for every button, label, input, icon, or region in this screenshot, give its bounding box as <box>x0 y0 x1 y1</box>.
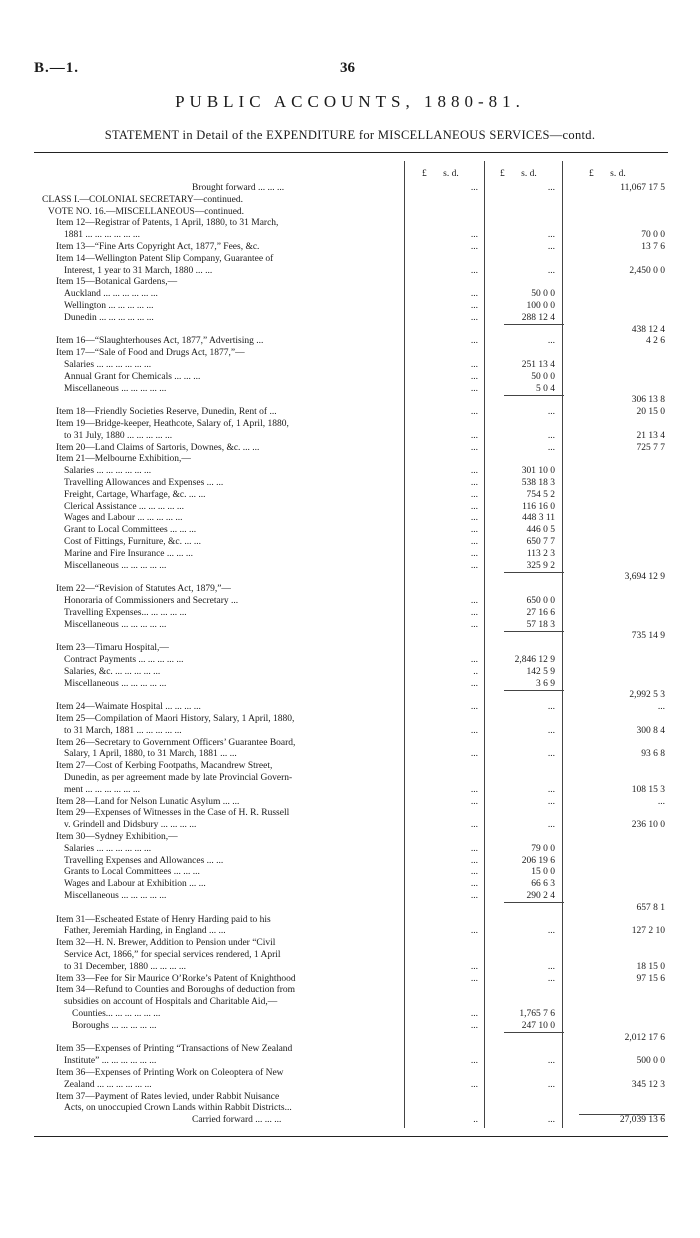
row-label: Item 13—“Fine Arts Copyright Act, 1877,” Fees, &c. <box>56 242 260 252</box>
amount-c1: ... <box>470 525 478 536</box>
amount-c1: ... <box>470 537 478 547</box>
row-label: Clerical Assistance ... ... ... ... ... <box>64 501 185 512</box>
table-row <box>34 608 668 618</box>
amount-c1: ... <box>470 336 478 347</box>
table-row <box>34 502 668 512</box>
amount-c1: ... <box>470 973 478 984</box>
table-row <box>34 384 668 394</box>
row-label: to 31 July, 1880 ... ... ... ... ... <box>64 430 173 441</box>
row-label: Item 35—Expenses of Printing “Transactions of New Zealand <box>56 1044 293 1055</box>
amount-c3: 438 12 4 <box>631 324 665 335</box>
amount-c1: ... <box>470 289 478 300</box>
table-row <box>34 1056 668 1066</box>
amount-c2: 301 10 0 <box>521 466 555 477</box>
amount-c1: ... <box>470 1020 478 1031</box>
col2-header <box>500 169 556 179</box>
row-label: Institute” ... ... ... ... ... ... <box>64 1056 157 1067</box>
amount-c1: ... <box>470 265 478 276</box>
amount-c2: 251 13 4 <box>521 360 555 370</box>
table-row <box>34 643 668 653</box>
table-row <box>34 749 668 759</box>
amount-c1: ... <box>470 513 478 524</box>
amount-c1: ... <box>470 312 478 323</box>
table-row <box>34 997 668 1007</box>
amount-c2: 3 6 9 <box>536 678 555 689</box>
amount-c3: 2,012 17 6 <box>624 1032 665 1043</box>
row-label: Item 20—Land Claims of Sartoris, Downes, &c. ... ... <box>56 442 260 453</box>
amount-c2: 538 18 3 <box>521 478 555 488</box>
table-row <box>34 242 668 252</box>
row-label: Item 32—H. N. Brewer, Addition to Pension under “Civil <box>56 938 276 949</box>
table-row <box>34 844 668 854</box>
amount-c2: 100 0 0 <box>526 301 555 311</box>
amount-c2: ... <box>547 784 555 795</box>
row-label: Wages and Labour ... ... ... ... ... <box>64 513 183 524</box>
amount-c1: ... <box>470 749 478 760</box>
table-row <box>34 702 668 712</box>
amount-c1: ... <box>470 442 478 453</box>
table-row <box>34 867 668 877</box>
amount-c1: ... <box>470 560 478 571</box>
table-row <box>34 454 668 464</box>
row-label: Annual Grant for Chemicals ... ... ... <box>64 371 201 382</box>
row-label: Item 15—Botanical Gardens,— <box>56 277 178 288</box>
amount-c1: ... <box>470 855 478 866</box>
table-row <box>34 277 668 287</box>
row-label: Honoraria of Commissioners and Secretary ... <box>64 596 239 606</box>
amount-c2: ... <box>547 702 555 713</box>
row-label: Salary, 1 April, 1880, to 31 March, 1881 ... ... <box>64 749 237 760</box>
amount-c2: 113 2 3 <box>526 548 555 559</box>
amount-c3: ... <box>657 702 665 713</box>
col3-header <box>589 169 665 179</box>
amount-c1: ... <box>470 501 478 512</box>
table-row <box>34 572 668 582</box>
amount-c2: ... <box>547 961 555 972</box>
table-row <box>34 301 668 311</box>
amount-c1: ... <box>470 548 478 559</box>
table-row <box>34 372 668 382</box>
amount-c2: 27 16 6 <box>526 607 555 618</box>
amount-c2: ... <box>547 407 555 418</box>
row-label: Dunedin, as per agreement made by late Provincial Govern- <box>64 773 293 783</box>
amount-c2: 446 0 5 <box>526 525 555 536</box>
document-code: B.—1. <box>34 60 80 76</box>
table-row <box>34 419 668 429</box>
amount-c1: ... <box>470 407 478 418</box>
amount-c3: 3,694 12 9 <box>624 572 665 583</box>
amount-c3: 70 0 0 <box>641 230 665 241</box>
row-label: Acts, on unoccupied Crown Lands within Rabbit Districts... <box>64 1103 292 1114</box>
amount-c2: ... <box>547 265 555 276</box>
row-label: Travelling Expenses... ... ... ... ... <box>64 607 187 618</box>
amount-c1: ... <box>470 183 478 193</box>
col3-sd: s. d. <box>610 169 626 179</box>
table-row <box>34 360 668 370</box>
table-row <box>34 549 668 559</box>
row-label: Grants to Local Committees ... ... ... <box>64 867 200 878</box>
amount-c1: ... <box>470 655 478 665</box>
table-row <box>34 466 668 476</box>
row-label: Service Act, 1866,” for special services rendered, 1 April <box>64 950 281 960</box>
page-number: 36 <box>340 60 355 76</box>
row-label: Miscellaneous ... ... ... ... ... <box>64 891 167 901</box>
amount-c2: ... <box>547 442 555 453</box>
table-row <box>34 395 668 405</box>
row-label: Counties... ... ... ... ... ... <box>72 1009 161 1019</box>
amount-c2: ... <box>547 926 555 937</box>
table-row <box>34 631 668 641</box>
col1-pound: £ <box>422 169 427 179</box>
amount-c2: 79 0 0 <box>531 843 555 854</box>
amount-c2: 288 12 4 <box>521 312 555 323</box>
col1-header <box>422 169 478 179</box>
row-label: Item 34—Refund to Counties and Boroughs of deduction from <box>56 985 296 996</box>
amount-c3: ... <box>657 796 665 807</box>
amount-c1: ... <box>470 678 478 689</box>
row-label: Zealand ... ... ... ... ... ... <box>64 1079 152 1090</box>
table-row <box>34 1021 668 1031</box>
table-row <box>34 1115 668 1125</box>
amount-c2: 448 3 11 <box>522 513 555 524</box>
table-row <box>34 218 668 228</box>
col2-pound: £ <box>500 169 505 179</box>
row-label: Item 19—Bridge-keeper, Heathcote, Salary of, 1 April, 1880, <box>56 419 289 429</box>
amount-c1: ... <box>470 725 478 736</box>
amount-c2: ... <box>547 796 555 807</box>
amount-c3: 300 8 4 <box>636 725 665 736</box>
table-row <box>34 1080 668 1090</box>
row-label: Item 23—Timaru Hospital,— <box>56 643 169 654</box>
amount-c3: 127 2 10 <box>631 926 665 937</box>
table-row <box>34 525 668 535</box>
amount-c2: 206 19 6 <box>521 855 555 866</box>
row-label: Marine and Fire Insurance ... ... ... <box>64 548 194 559</box>
row-label: CLASS I.—COLONIAL SECRETARY—continued. <box>42 194 244 205</box>
col2-sd: s. d. <box>521 169 537 179</box>
row-label: Cost of Fittings, Furniture, &c. ... ... <box>64 537 201 547</box>
amount-c3: 735 14 9 <box>631 631 665 642</box>
table-row <box>34 891 668 901</box>
table-row <box>34 926 668 936</box>
row-label: Item 17—“Sale of Food and Drugs Act, 1877,”— <box>56 348 245 359</box>
amount-c3: 20 15 0 <box>636 407 665 418</box>
amount-c3: 2,450 0 0 <box>629 265 665 276</box>
amount-c2: ... <box>547 973 555 984</box>
amount-c3: 97 15 6 <box>636 973 665 984</box>
row-label: Dunedin ... ... ... ... ... ... <box>64 312 154 323</box>
table-row <box>34 903 668 913</box>
amount-c2: ... <box>547 1056 555 1067</box>
amount-c1: ... <box>470 360 478 370</box>
table-row <box>34 915 668 925</box>
amount-c3: 725 7 7 <box>636 442 665 453</box>
table-row <box>34 761 668 771</box>
table-row <box>34 254 668 264</box>
amount-c2: 754 5 2 <box>526 489 555 500</box>
row-label: Contract Payments ... ... ... ... ... <box>64 655 184 665</box>
table-row <box>34 962 668 972</box>
amount-c1: ... <box>470 1056 478 1067</box>
row-label: Miscellaneous ... ... ... ... ... <box>64 619 167 630</box>
row-label: Miscellaneous ... ... ... ... ... <box>64 560 167 571</box>
table-row <box>34 1068 668 1078</box>
row-label: Item 28—Land for Nelson Lunatic Asylum ... ... <box>56 796 240 807</box>
amount-c2: 650 7 7 <box>526 537 555 547</box>
table-row <box>34 785 668 795</box>
row-label: Carried forward ... ... ... <box>192 1115 282 1126</box>
amount-c2: ... <box>547 242 555 252</box>
row-label: Item 26—Secretary to Government Officers’ Guarantee Board, <box>56 737 296 748</box>
col3-pound: £ <box>589 169 594 179</box>
table-row <box>34 679 668 689</box>
amount-c1: ... <box>470 926 478 937</box>
amount-c1: ... <box>470 796 478 807</box>
row-label: Item 22—“Revision of Statutes Act, 1879,”— <box>56 584 231 595</box>
col1-sd: s. d. <box>443 169 459 179</box>
table-row <box>34 832 668 842</box>
row-label: Miscellaneous ... ... ... ... ... <box>64 678 167 689</box>
table-row <box>34 1033 668 1043</box>
row-label: Grant to Local Committees ... ... ... <box>64 525 197 536</box>
amount-c2: 290 2 4 <box>526 891 555 901</box>
amount-c1: ... <box>470 301 478 311</box>
amount-c2: 2,846 12 9 <box>514 655 555 665</box>
amount-c3: 13 7 6 <box>641 242 665 252</box>
amount-c2: 15 0 0 <box>531 867 555 878</box>
amount-c1: ... <box>470 242 478 252</box>
amount-c2: ... <box>547 725 555 736</box>
row-label: Item 14—Wellington Patent Slip Company, Guarantee of <box>56 253 274 264</box>
amount-c3: 657 8 1 <box>636 902 665 913</box>
row-label: to 31 December, 1880 ... ... ... ... <box>64 961 187 972</box>
table-row <box>34 1103 668 1113</box>
row-label: Item 30—Sydney Exhibition,— <box>56 832 178 842</box>
row-label: Item 12—Registrar of Patents, 1 April, 1880, to 31 March, <box>56 218 279 229</box>
table-row <box>34 230 668 240</box>
row-label: Interest, 1 year to 31 March, 1880 ... ... <box>64 265 213 276</box>
amount-c2: 142 5 9 <box>526 666 555 677</box>
table-row <box>34 856 668 866</box>
amount-c1: ... <box>470 619 478 630</box>
table-row <box>34 714 668 724</box>
table-row <box>34 690 668 700</box>
row-label: VOTE NO. 16.—MISCELLANEOUS—continued. <box>48 206 245 217</box>
row-label: to 31 March, 1881 ... ... ... ... ... <box>64 725 182 736</box>
table-row <box>34 431 668 441</box>
row-label: Item 33—Fee for Sir Maurice O’Rorke’s Patent of Knighthood <box>56 973 296 984</box>
table-row <box>34 738 668 748</box>
table-row <box>34 313 668 323</box>
amount-c2: ... <box>547 230 555 241</box>
amount-c3: 306 13 8 <box>631 395 665 406</box>
table-row <box>34 620 668 630</box>
amount-c3: 93 6 8 <box>641 749 665 760</box>
table-row <box>34 808 668 818</box>
amount-c2: 247 10 0 <box>521 1020 555 1031</box>
amount-c1: ... <box>470 820 478 831</box>
row-label: Wellington ... ... ... ... ... <box>64 301 154 311</box>
amount-c3: 11,067 17 5 <box>620 183 665 193</box>
amount-c3: 236 10 0 <box>631 820 665 831</box>
table-row <box>34 537 668 547</box>
table-row <box>34 336 668 346</box>
table-row <box>34 407 668 417</box>
table-row <box>34 266 668 276</box>
amount-c2: 57 18 3 <box>526 619 555 630</box>
row-label: Wages and Labour at Exhibition ... ... <box>64 879 206 890</box>
row-label: v. Grindell and Didsbury ... ... ... ... <box>64 820 197 831</box>
amount-c2: ... <box>547 183 555 193</box>
row-label: Item 21—Melbourne Exhibition,— <box>56 454 191 465</box>
table-row <box>34 1044 668 1054</box>
table-row <box>34 773 668 783</box>
table-row <box>34 289 668 299</box>
amount-c3: 2,992 5 3 <box>629 690 665 701</box>
table-row <box>34 1092 668 1102</box>
row-label: Item 24—Waimate Hospital ... ... ... ... <box>56 702 201 713</box>
amount-c1: ... <box>470 230 478 241</box>
amount-c2: 650 0 0 <box>526 596 555 606</box>
amount-c1: ... <box>470 879 478 890</box>
amount-c1: ... <box>470 607 478 618</box>
amount-c1: ... <box>470 961 478 972</box>
amount-c1: ... <box>470 596 478 606</box>
amount-c1: ... <box>470 1009 478 1019</box>
amount-c2: 66 6 3 <box>531 879 555 890</box>
table-row <box>34 950 668 960</box>
amount-c1: ... <box>470 430 478 441</box>
row-label: 1881 ... ... ... ... ... ... <box>64 230 140 241</box>
table-row <box>34 820 668 830</box>
amount-c2: 1,765 7 6 <box>519 1009 555 1019</box>
amount-c1: .. <box>473 666 478 677</box>
amount-c3: 108 15 3 <box>631 784 665 795</box>
row-label: ment ... ... ... ... ... ... <box>64 784 140 795</box>
row-label: Freight, Cartage, Wharfage, &c. ... ... <box>64 489 206 500</box>
amount-c2: ... <box>547 749 555 760</box>
amount-c1: ... <box>470 891 478 901</box>
amount-c1: ... <box>470 1079 478 1090</box>
amount-c2: 116 16 0 <box>522 501 555 512</box>
table-row <box>34 478 668 488</box>
table-row <box>34 443 668 453</box>
amount-c1: ... <box>470 867 478 878</box>
row-label: Travelling Allowances and Expenses ... ... <box>64 478 224 488</box>
amount-c3: 21 13 4 <box>636 430 665 441</box>
table-row <box>34 183 668 193</box>
table-row <box>34 879 668 889</box>
table-row <box>34 985 668 995</box>
row-label: Salaries ... ... ... ... ... ... <box>64 466 152 477</box>
row-label: Boroughs ... ... ... ... ... <box>72 1020 157 1031</box>
row-label: Salaries ... ... ... ... ... ... <box>64 843 152 854</box>
amount-c2: 50 0 0 <box>531 371 555 382</box>
row-label: Salaries ... ... ... ... ... ... <box>64 360 152 370</box>
table-row <box>34 797 668 807</box>
expenditure-table <box>34 152 668 1137</box>
table-row <box>34 325 668 335</box>
table-row <box>34 490 668 500</box>
table-row <box>34 584 668 594</box>
table-row <box>34 195 668 205</box>
table-row <box>34 348 668 358</box>
row-label: Travelling Expenses and Allowances ... ... <box>64 855 224 866</box>
amount-c1: ... <box>470 383 478 394</box>
row-label: Brought forward ... ... ... <box>192 183 285 193</box>
amount-c3: 18 15 0 <box>636 961 665 972</box>
amount-c1: ... <box>470 489 478 500</box>
row-label: subsidies on account of Hospitals and Charitable Aid,— <box>64 997 278 1008</box>
table-row <box>34 726 668 736</box>
table-row <box>34 974 668 984</box>
table-row <box>34 655 668 665</box>
amount-c2: 50 0 0 <box>531 289 555 300</box>
amount-c2: 325 9 2 <box>526 560 555 571</box>
amount-c1: ... <box>470 466 478 477</box>
amount-c1: ... <box>470 784 478 795</box>
row-label: Item 31—Escheated Estate of Henry Harding paid to his <box>56 914 271 925</box>
row-label: Item 27—Cost of Kerbing Footpaths, Macandrew Street, <box>56 761 273 772</box>
row-label: Salaries, &c. ... ... ... ... ... <box>64 666 161 677</box>
table-row <box>34 207 668 217</box>
row-label: Miscellaneous ... ... ... ... ... <box>64 383 167 394</box>
amount-c3: 345 12 3 <box>631 1079 665 1090</box>
table-row <box>34 667 668 677</box>
amount-c1: .. <box>473 1115 478 1126</box>
page-title: PUBLIC ACCOUNTS, 1880-81. <box>175 92 525 111</box>
table-row <box>34 596 668 606</box>
amount-c1: ... <box>470 843 478 854</box>
statement-subtitle: STATEMENT in Detail of the EXPENDITURE for MISCELLANEOUS SERVICES—contd. <box>104 128 596 142</box>
table-row <box>34 1009 668 1019</box>
row-label: Item 16—“Slaughterhouses Act, 1877,” Advertising ... <box>56 336 264 347</box>
amount-c3: 27,039 13 6 <box>619 1115 665 1126</box>
row-label: Item 37—Payment of Rates levied, under Rabbit Nuisance <box>56 1091 280 1102</box>
amount-c1: ... <box>470 371 478 382</box>
amount-c2: ... <box>547 820 555 831</box>
amount-c3: 500 0 0 <box>636 1056 665 1067</box>
amount-c3: 4 2 6 <box>646 336 665 347</box>
row-label: Item 29—Expenses of Witnesses in the Case of H. R. Russell <box>56 808 290 819</box>
row-label: Father, Jeremiah Harding, in England ... ... <box>64 926 226 937</box>
amount-c2: ... <box>547 1079 555 1090</box>
row-label: Item 18—Friendly Societies Reserve, Dunedin, Rent of ... <box>56 407 277 418</box>
amount-c2: ... <box>547 430 555 441</box>
amount-c1: ... <box>470 478 478 488</box>
row-label: Item 36—Expenses of Printing Work on Coleoptera of New <box>56 1068 284 1078</box>
row-label: Auckland ... ... ... ... ... ... <box>64 289 158 300</box>
amount-c2: ... <box>547 1115 555 1126</box>
table-row <box>34 561 668 571</box>
table-row <box>34 513 668 523</box>
amount-c2: 5 0 4 <box>536 383 555 394</box>
amount-c2: ... <box>547 336 555 347</box>
amount-c1: ... <box>470 702 478 713</box>
row-label: Item 25—Compilation of Maori History, Salary, 1 April, 1880, <box>56 714 295 724</box>
table-row <box>34 938 668 948</box>
